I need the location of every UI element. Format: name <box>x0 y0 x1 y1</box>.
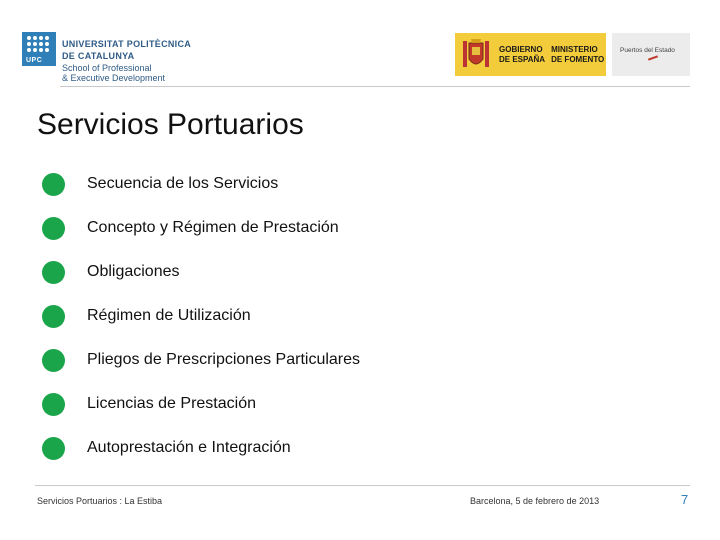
ministry-name-line1: MINISTERIO <box>551 44 598 54</box>
university-name <box>62 38 191 62</box>
upc-logo-tag: UPC <box>26 57 43 64</box>
upc-logo <box>22 32 56 66</box>
school-name <box>62 63 165 83</box>
government-name-line1: GOBIERNO <box>499 44 543 54</box>
ministry-name <box>551 45 604 65</box>
puertos-del-estado-label: Puertos del Estado <box>620 47 675 54</box>
bullet-icon <box>42 393 65 416</box>
list-item-label: Concepto y Régimen de Prestación <box>87 219 339 236</box>
university-name-line2: DE CATALUNYA <box>62 51 135 61</box>
footer-title: Servicios Portuarios : La Estiba <box>37 496 163 506</box>
bullet-icon <box>42 261 65 284</box>
page-number: 7 <box>681 492 689 507</box>
bullet-icon <box>42 217 65 240</box>
bullet-icon <box>42 305 65 328</box>
list-item-label: Régimen de Utilización <box>87 307 251 324</box>
puertos-del-estado-logo <box>612 33 690 76</box>
government-logo <box>455 33 606 76</box>
ministry-name-line2: DE FOMENTO <box>551 54 605 64</box>
bullet-icon <box>42 349 65 372</box>
list-item-label: Pliegos de Prescripciones Particulares <box>87 351 361 368</box>
school-name-line1: School of Professional <box>62 63 152 73</box>
bullet-icon <box>42 437 65 460</box>
bullet-icon <box>42 173 65 196</box>
coat-of-arms-icon <box>457 35 495 75</box>
footer-divider <box>35 485 690 486</box>
school-name-line2: & Executive Development <box>62 73 166 83</box>
slide-title: Servicios Portuarios <box>37 108 304 141</box>
government-name <box>499 45 545 65</box>
list-item-label: Autoprestación e Integración <box>87 439 291 456</box>
list-item-label: Obligaciones <box>87 263 180 280</box>
header-divider <box>60 86 690 87</box>
list-item-label: Secuencia de los Servicios <box>87 175 279 192</box>
footer-date: Barcelona, 5 de febrero de 2013 <box>470 496 600 506</box>
list-item-label: Licencias de Prestación <box>87 395 256 412</box>
government-name-line2: DE ESPAÑA <box>499 54 546 64</box>
university-name-line1: UNIVERSITAT POLITÈCNICA <box>62 39 192 49</box>
wave-icon <box>648 55 658 60</box>
